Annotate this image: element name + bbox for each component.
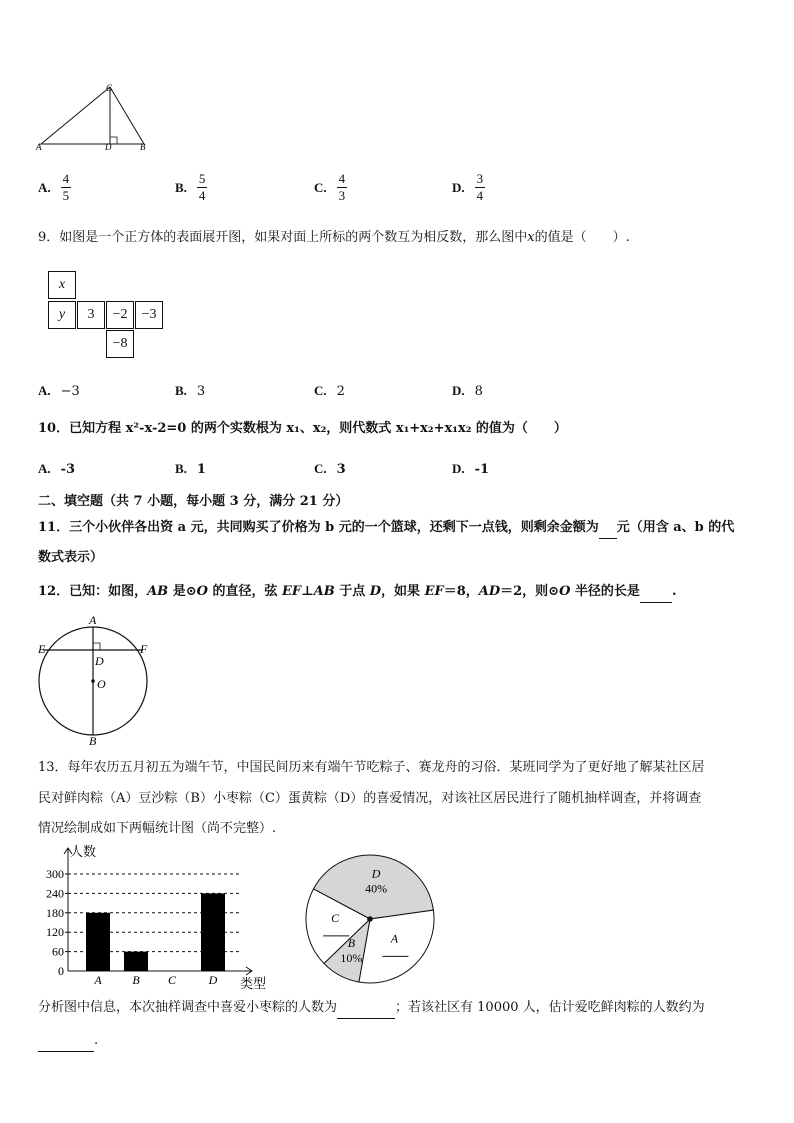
bar-y-tick-label: 0: [58, 964, 64, 978]
q12-o1: O: [196, 584, 208, 599]
q8-option-c: [314, 171, 347, 204]
q10-option-a: [38, 461, 75, 477]
q9-option-c-value: 2: [336, 383, 345, 399]
q12-label-b: B: [89, 734, 97, 747]
q10-option-b: [175, 461, 206, 477]
q12-mid2: 的直径，弦: [207, 584, 282, 599]
q8-option-b-den: 4: [198, 188, 206, 203]
q12-mid4: ，如果: [381, 584, 425, 599]
q9-option-b-value: 3: [196, 383, 206, 399]
q8-option-c-label: C.: [314, 179, 327, 195]
q12-question: [38, 582, 676, 603]
q12-ef: EF: [424, 584, 444, 599]
pie-label-D: D: [371, 866, 381, 881]
q9-question: [38, 228, 630, 248]
q10-option-a-label: A.: [38, 461, 51, 476]
q12-ab: AB: [147, 584, 169, 599]
bar-x-tick-label: D: [208, 973, 218, 987]
q8-option-b: [175, 171, 207, 204]
q8-option-d-num: 3: [476, 171, 484, 186]
q12-answer-blank[interactable]: [640, 582, 672, 603]
q13-line5-end: .: [94, 1033, 99, 1048]
section2-title: 二、填空题（共 7 小题，每小题 3 分，满分 21 分）: [38, 494, 349, 509]
q13-blank-2[interactable]: [38, 1031, 94, 1052]
q12-label-d: D: [95, 654, 104, 668]
q12-label-f: F: [140, 642, 148, 656]
q13-blank-1[interactable]: [337, 998, 395, 1019]
q8-option-c-fraction: [337, 171, 348, 204]
q8-option-a-label: A.: [38, 179, 51, 195]
q8-option-d-label: D.: [452, 179, 465, 195]
bar-B: [124, 952, 148, 971]
q9-cell-minus8: −8: [106, 330, 134, 358]
q11-line2: 数式表示）: [38, 550, 104, 565]
q12-cond: EF⊥AB: [281, 584, 335, 599]
q12-label-a: A: [89, 613, 97, 627]
q12-o2: O: [559, 584, 571, 599]
q9-cube-net: [48, 271, 168, 361]
q12-mid1: 是⊙: [168, 584, 197, 599]
q11-answer-blank[interactable]: [599, 518, 617, 539]
q13-pie-chart: [298, 848, 443, 988]
q10-option-d-value: -1: [474, 461, 490, 477]
q9-text-after: 的值是（ ）.: [534, 230, 630, 245]
q10-question: 10．已知方程 x²-x-2=0 的两个实数根为 x₁、x₂，则代数式 x₁+x₂+x₁x₂ 的值为（ ）: [38, 421, 567, 436]
q9-var: x: [527, 230, 535, 245]
q8-option-a-fraction: [61, 171, 72, 204]
bar-x-tick-label: C: [167, 973, 177, 987]
q8-label-c: C: [106, 83, 113, 93]
q12-circle-figure: [36, 612, 156, 747]
pie-label-C: C: [331, 910, 340, 925]
q13-line4b: ；若该社区有 10000 人，估计爱吃鲜肉粽的人数约为: [395, 1000, 705, 1015]
q10-option-b-label: B.: [175, 461, 187, 476]
q9-option-d: [452, 383, 483, 399]
q12-mid6: ＝2，则⊙: [500, 584, 560, 599]
bar-A: [86, 913, 110, 971]
q9-cell-minus3: −3: [135, 301, 163, 329]
q9-cell-3: 3: [77, 301, 105, 329]
q11-line1: [38, 518, 734, 539]
pie-center: [367, 916, 373, 922]
q8-option-d-fraction: [475, 171, 486, 204]
q12-label-e: E: [38, 642, 46, 656]
q13-bar-chart: [30, 842, 280, 992]
q13-line5: [38, 1031, 98, 1052]
q8-option-b-fraction: [197, 171, 208, 204]
q9-cell-x: x: [48, 271, 76, 299]
q8-option-d-den: 4: [476, 188, 484, 203]
q9-option-a: [38, 383, 80, 399]
q12-d: D: [369, 584, 382, 599]
q13-line3: 情况绘制成如下两幅统计图（尚不完整）.: [38, 821, 277, 836]
bar-y-tick-label: 180: [46, 905, 64, 920]
q8-option-b-label: B.: [175, 179, 187, 195]
q9-option-c: [314, 383, 345, 399]
bar-x-tick-label: A: [94, 973, 102, 987]
q9-option-b-label: B.: [175, 383, 187, 398]
q11-line1-end: 元（用含 a、b 的代: [616, 520, 735, 535]
q10-option-c-value: 3: [336, 461, 346, 477]
pie-percent-D: 40%: [365, 881, 388, 896]
q8-option-a-den: 5: [62, 188, 70, 203]
q13-line4: [38, 998, 705, 1019]
q8-option-c-den: 3: [338, 188, 346, 203]
q9-option-d-value: 8: [474, 383, 483, 399]
bar-x-tick-label: B: [132, 973, 140, 987]
q9-option-a-value: −3: [60, 383, 80, 399]
q8-option-b-num: 5: [198, 171, 206, 186]
q10-option-d-label: D.: [452, 461, 465, 476]
q9-option-a-label: A.: [38, 383, 51, 398]
q8-label-a: A: [36, 142, 42, 152]
q12-mid5: ＝8，: [443, 584, 479, 599]
q10-option-d: [452, 461, 489, 477]
q11-line1-text: 11．三个小伙伴各出资 a 元，共同购买了价格为 b 元的一个篮球，还剩下一点钱，则剩余金额为: [38, 520, 599, 535]
q10-option-a-value: -3: [60, 461, 76, 477]
q9-cell-y: y: [48, 301, 76, 329]
bar-y-tick-label: 300: [46, 867, 64, 881]
q8-option-a-num: 4: [62, 171, 70, 186]
q10-option-c-label: C.: [314, 461, 327, 476]
q8-label-b: B: [140, 142, 146, 152]
q12-label-o: O: [97, 677, 106, 691]
q8-option-d: [452, 171, 485, 204]
bar-y-tick-label: 240: [46, 886, 64, 901]
q10-option-b-value: 1: [196, 461, 206, 477]
pie-label-B: B: [347, 936, 356, 951]
pie-label-A: A: [390, 931, 399, 946]
q12-text-before: 12．已知：如图，: [38, 584, 148, 599]
q9-cell-minus2: −2: [106, 301, 134, 329]
bar-D: [201, 893, 225, 971]
q13-line4a: 分析图中信息，本次抽样调查中喜爱小枣粽的人数为: [38, 1000, 338, 1015]
q12-end: .: [671, 584, 677, 599]
q13-line1: 13．每年农历五月初五为端午节，中国民间历来有端午节吃粽子、赛龙舟的习俗．某班同学为了更好地了解某社区居: [38, 760, 705, 775]
q9-option-b: [175, 383, 205, 399]
bar-y-axis-label: 人数: [70, 844, 97, 859]
q8-label-d: D: [105, 142, 112, 152]
q12-ad: AD: [478, 584, 501, 599]
q8-triangle-figure: [34, 82, 154, 152]
q9-text-before: 9．如图是一个正方体的表面展开图，如果对面上所标的两个数互为相反数，那么图中: [38, 230, 528, 245]
q12-text-after: 半径的长是: [570, 584, 640, 599]
q13-line2: 民对鲜肉粽（A）豆沙粽（B）小枣粽（C）蛋黄粽（D）的喜爱情况，对该社区居民进行了随机抽样调查，并将调查: [38, 791, 702, 806]
pie-percent-B: 10%: [340, 951, 363, 966]
bar-y-tick-label: 120: [46, 925, 64, 940]
bar-x-axis-label: 类型: [240, 976, 267, 991]
q8-option-a: [38, 171, 71, 204]
bar-y-tick-label: 60: [52, 944, 64, 959]
q12-mid3: 于点: [334, 584, 370, 599]
q10-option-c: [314, 461, 346, 477]
q8-option-c-num: 4: [338, 171, 346, 186]
q9-option-c-label: C.: [314, 383, 327, 398]
q9-option-d-label: D.: [452, 383, 465, 398]
